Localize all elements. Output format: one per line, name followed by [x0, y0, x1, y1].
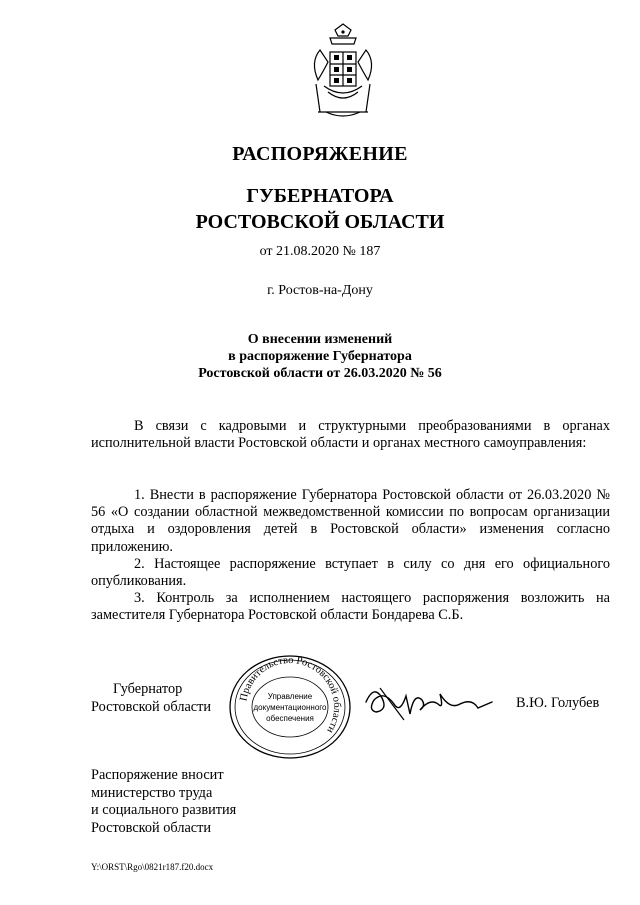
note-line: Ростовской области: [91, 819, 212, 836]
file-path-footer: Y:\ORST\Rgo\0821r187.f20.docx: [91, 862, 214, 872]
note-line: министерство труда: [91, 784, 213, 801]
handwritten-signature: [360, 680, 500, 730]
subject-line: в распоряжение Губернатора: [228, 349, 412, 364]
resolution-item: 3. Контроль за исполнением настоящего распоряжения возложить на заместителя Губернатора Ростовской области Бондарева С.Б.: [91, 590, 610, 624]
seal-outer-text: Правительство Ростовской области: [238, 654, 343, 735]
position-line: Ростовской области: [91, 699, 212, 715]
authority-line: РОСТОВСКОЙ ОБЛАСТИ: [195, 211, 445, 233]
city: г. Ростов-на-Дону: [267, 283, 373, 298]
coat-of-arms-icon: [300, 22, 386, 122]
position-line: Губернатор: [113, 681, 183, 697]
signatory-position: [91, 680, 211, 716]
resolution-items: [91, 487, 610, 625]
document-subject: [0, 331, 640, 382]
submitted-by-note: [91, 767, 236, 837]
note-line: Распоряжение вносит: [91, 767, 224, 783]
document-type-title: РАСПОРЯЖЕНИЕ: [232, 143, 408, 165]
subject-line: Ростовской области от 26.03.2020 № 56: [198, 366, 442, 381]
seal-inner-line: документационного: [253, 703, 327, 712]
intro-paragraph: В связи с кадровыми и структурными преобразованиями в органах исполнительной власти Ростовской области и органах местного самоуправления:: [91, 418, 610, 452]
note-line: и социального развития: [91, 802, 237, 818]
resolution-item: 1. Внести в распоряжение Губернатора Ростовской области от 26.03.2020 № 56 «О создании областной межведомственной комиссии по вопросам организации отдыха и оздоровления детей в Ростовской области» изменения согласно приложению.: [91, 487, 610, 555]
seal-inner-line: обеспечения: [266, 714, 314, 723]
authority-line: ГУБЕРНАТОРА: [246, 185, 394, 207]
seal-inner-line: Управление: [267, 692, 313, 701]
signatory-name: В.Ю. Голубев: [516, 695, 600, 711]
official-seal: [226, 653, 354, 761]
issuing-authority: [0, 183, 640, 235]
subject-line: О внесении изменений: [247, 332, 393, 347]
date-number: от 21.08.2020 № 187: [259, 244, 381, 259]
resolution-item: 2. Настоящее распоряжение вступает в силу со дня его официального опубликования.: [91, 555, 610, 590]
